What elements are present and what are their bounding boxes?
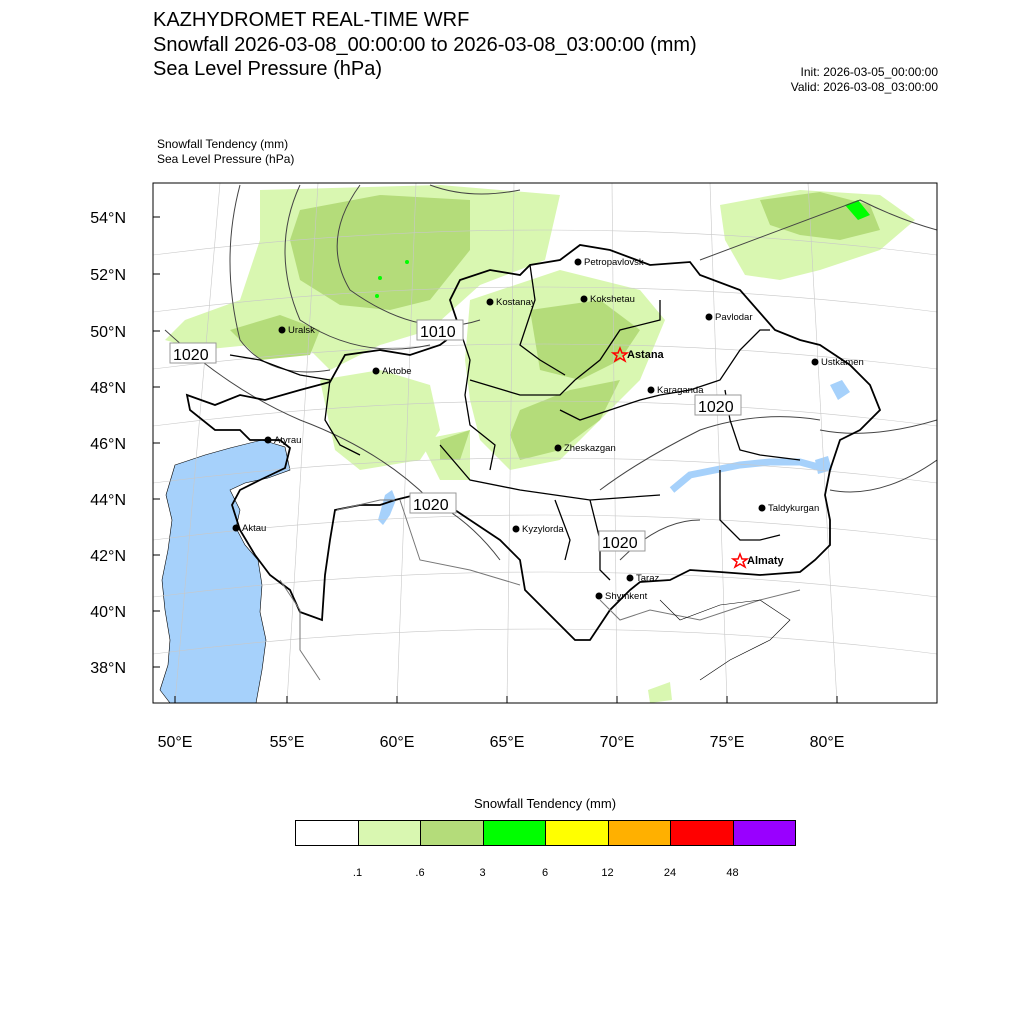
svg-text:Kyzylorda: Kyzylorda: [522, 524, 564, 535]
colorbar-label: .1: [352, 867, 363, 879]
lake-balkhash: [672, 462, 822, 490]
svg-text:1020: 1020: [413, 497, 449, 514]
city-zheskazgan: [555, 443, 616, 454]
svg-text:1010: 1010: [420, 324, 456, 341]
svg-text:1020: 1020: [602, 535, 638, 552]
lon-label: 60°E: [379, 734, 415, 751]
lat-labels: [90, 210, 126, 677]
isobar-label: [695, 395, 741, 416]
city-shymkent: [596, 591, 648, 602]
capital-star-icon: [733, 554, 747, 567]
city-kyzylorda: [513, 524, 565, 535]
lon-label: 55°E: [269, 734, 305, 751]
colorbar-swatch: [545, 820, 609, 846]
isobar-label: [417, 320, 463, 341]
svg-text:Zheskazgan: Zheskazgan: [564, 443, 616, 454]
colorbar-swatch: [295, 820, 359, 846]
lon-ticks: [175, 696, 837, 703]
svg-text:Petropavlovsk: Petropavlovsk: [584, 257, 644, 268]
colorbar-swatch: [358, 820, 422, 846]
svg-text:Ustkamen: Ustkamen: [821, 357, 864, 368]
svg-text:Taldykurgan: Taldykurgan: [768, 503, 820, 514]
lon-label: 70°E: [599, 734, 635, 751]
colorbar-swatch: [420, 820, 484, 846]
lat-ticks: [153, 217, 160, 667]
svg-text:Shymkent: Shymkent: [605, 591, 648, 602]
colorbar-label: 12: [601, 867, 614, 879]
colorbar-swatch: [483, 820, 547, 846]
map-content: [153, 183, 937, 703]
isobar-label: [410, 493, 456, 514]
svg-text:Pavlodar: Pavlodar: [715, 312, 753, 323]
isobar-label: [599, 531, 645, 552]
city-petropavlovsk: [575, 257, 644, 268]
lat-label: 50°N: [90, 324, 126, 341]
lon-label: 50°E: [157, 734, 193, 751]
colorbar-label: 6: [541, 867, 549, 879]
colorbar-label: 48: [726, 867, 739, 879]
lat-label: 40°N: [90, 604, 126, 621]
aral-sea: [378, 490, 396, 525]
title-line-3: Sea Level Pressure (hPa): [153, 58, 383, 80]
lake-zaysan: [830, 380, 850, 400]
city-almaty: [733, 554, 785, 567]
lat-label: 46°N: [90, 436, 126, 453]
lon-label: 80°E: [809, 734, 845, 751]
colorbar-label: .6: [415, 867, 425, 879]
svg-text:Almaty: Almaty: [747, 555, 784, 567]
title-line-2: Snowfall 2026-03-08_00:00:00 to 2026-03-08_03:00:00 (mm): [153, 34, 697, 56]
field-label-snowfall: Snowfall Tendency (mm): [157, 137, 289, 151]
city-taraz: [627, 573, 660, 584]
colorbar-label: 24: [663, 867, 677, 879]
lat-label: 52°N: [90, 267, 126, 284]
lat-label: 54°N: [90, 210, 126, 227]
lon-labels: [158, 734, 845, 751]
colorbar-title: Snowfall Tendency (mm): [473, 796, 617, 811]
svg-text:Aktobe: Aktobe: [382, 366, 412, 377]
svg-text:Taraz: Taraz: [636, 573, 660, 584]
svg-text:1020: 1020: [173, 347, 209, 364]
svg-text:Atyrau: Atyrau: [274, 435, 302, 446]
lat-label: 38°N: [90, 660, 126, 677]
lat-label: 42°N: [90, 548, 126, 565]
city-taldykurgan: [759, 503, 820, 514]
svg-text:Aktau: Aktau: [242, 523, 267, 534]
city-ustkamen: [812, 357, 864, 368]
field-label-pressure: Sea Level Pressure (hPa): [157, 152, 295, 166]
colorbar-swatch: [608, 820, 672, 846]
colorbar-swatch: [733, 820, 797, 846]
lon-label: 75°E: [709, 734, 745, 751]
init-time: Init: 2026-03-05_00:00:00: [800, 65, 938, 79]
valid-time: Valid: 2026-03-08_03:00:00: [790, 80, 938, 94]
colorbar-label: 3: [479, 867, 486, 879]
city-pavlodar: [706, 312, 753, 323]
svg-text:Karaganda: Karaganda: [657, 385, 704, 396]
city-karaganda: [648, 385, 705, 396]
title-line-1: KAZHYDROMET REAL-TIME WRF: [153, 9, 470, 31]
svg-text:Uralsk: Uralsk: [288, 325, 315, 336]
colorbar-swatch: [670, 820, 734, 846]
lat-label: 44°N: [90, 492, 126, 509]
svg-text:1020: 1020: [698, 399, 734, 416]
lat-label: 48°N: [90, 380, 126, 397]
svg-text:Kokshetau: Kokshetau: [590, 294, 635, 305]
isobar-label: [170, 343, 216, 364]
svg-text:Astana: Astana: [627, 349, 664, 361]
lon-label: 65°E: [489, 734, 525, 751]
svg-text:Kostanay: Kostanay: [496, 297, 536, 308]
